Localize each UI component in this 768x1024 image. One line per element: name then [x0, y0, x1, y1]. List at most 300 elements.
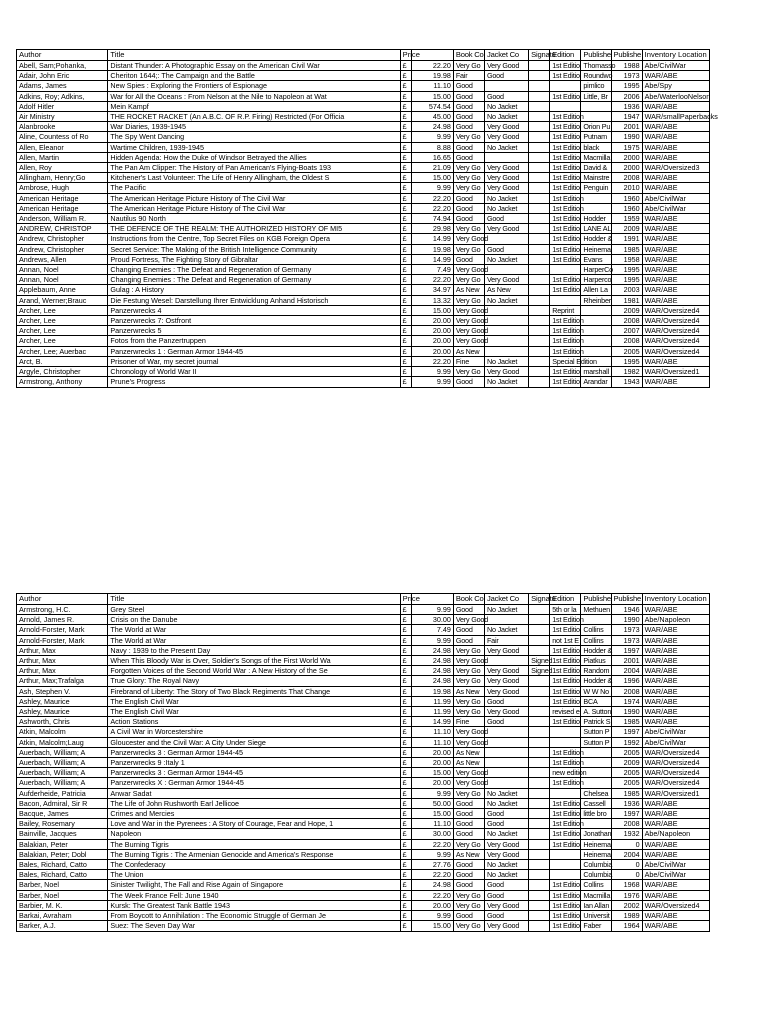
title-cell: Grey Steel: [108, 605, 400, 615]
title-cell: Chronology of World War II: [108, 367, 400, 377]
jacket-condition-cell: No Jacket: [484, 798, 528, 808]
jacket-condition-cell: Very Good: [484, 849, 528, 859]
table-row: [17, 265, 710, 275]
jacket-condition-cell: Good: [484, 91, 528, 101]
jacket-condition-cell: Good: [484, 819, 528, 829]
jacket-condition-cell: Fair: [484, 635, 528, 645]
signature-cell: [529, 911, 550, 921]
author-cell: Auerbach, William; A: [17, 758, 108, 768]
author-cell: Arthur, Max;Trafalga: [17, 676, 108, 686]
table-row: [17, 605, 710, 615]
table-row: [17, 747, 710, 757]
author-cell: Balakian, Peter: [17, 839, 108, 849]
currency-cell: £: [400, 71, 411, 81]
table-row: [17, 809, 710, 819]
publisher-cell: A. Sutton: [581, 707, 611, 717]
edition-cell: 1st Editio: [550, 880, 581, 890]
book-condition-cell: Good: [453, 112, 484, 122]
currency-cell: £: [400, 860, 411, 870]
currency-cell: £: [400, 132, 411, 142]
author-cell: Arnold-Forster, Mark: [17, 635, 108, 645]
signature-cell: [529, 132, 550, 142]
title-cell: Firebrand of Liberty: The Story of Two Black Regiments That Change: [108, 686, 400, 696]
book-condition-cell: Very Go: [453, 132, 484, 142]
signature-cell: [529, 870, 550, 880]
table-row: [17, 819, 710, 829]
publish-year-cell: 2007: [611, 326, 642, 336]
publisher-cell: Chelsea: [581, 788, 611, 798]
table-row: [17, 295, 710, 305]
title-cell: Nautilus 90 North: [108, 214, 400, 224]
signature-cell: [529, 880, 550, 890]
edition-cell: 1st Editio: [550, 645, 581, 655]
edition-cell: 1st Edition: [550, 346, 581, 356]
column-header: Title: [108, 50, 400, 61]
currency-cell: £: [400, 819, 411, 829]
jacket-condition-cell: [484, 265, 528, 275]
price-cell: 9.99: [411, 132, 453, 142]
publisher-cell: Random: [581, 666, 611, 676]
signature-cell: [529, 890, 550, 900]
currency-cell: £: [400, 326, 411, 336]
edition-cell: 1st Edition: [550, 336, 581, 346]
signature-cell: [529, 860, 550, 870]
signature-cell: [529, 788, 550, 798]
book-condition-cell: Good: [453, 635, 484, 645]
publish-year-cell: 1990: [611, 132, 642, 142]
edition-cell: 1st Editio: [550, 244, 581, 254]
jacket-condition-cell: No Jacket: [484, 101, 528, 111]
jacket-condition-cell: No Jacket: [484, 860, 528, 870]
edition-cell: 1st Editio: [550, 61, 581, 71]
book-condition-cell: Very Go: [453, 839, 484, 849]
publisher-cell: Rheinber: [581, 295, 611, 305]
publish-year-cell: 1997: [611, 645, 642, 655]
book-condition-cell: Good: [453, 819, 484, 829]
signature-cell: [529, 829, 550, 839]
publish-year-cell: 1995: [611, 356, 642, 366]
inventory-location-cell: WAR/ABE: [642, 234, 709, 244]
author-cell: Bainville, Jacques: [17, 829, 108, 839]
inventory-location-cell: WAR/ABE: [642, 676, 709, 686]
price-cell: 15.00: [411, 305, 453, 315]
table-row: [17, 346, 710, 356]
inventory-location-cell: WAR/ABE: [642, 254, 709, 264]
signature-cell: [529, 234, 550, 244]
book-condition-cell: Good: [453, 605, 484, 615]
inventory-location-cell: WAR/ABE: [642, 911, 709, 921]
publisher-cell: LANE AL: [581, 224, 611, 234]
column-header: Publishe: [611, 594, 642, 605]
publish-year-cell: 2000: [611, 152, 642, 162]
edition-cell: [550, 265, 581, 275]
publisher-cell: pimlico: [581, 81, 611, 91]
price-cell: 9.99: [411, 849, 453, 859]
table-row: [17, 275, 710, 285]
price-cell: 9.99: [411, 635, 453, 645]
signature-cell: [529, 367, 550, 377]
author-cell: Arthur, Max: [17, 645, 108, 655]
price-cell: 19.98: [411, 71, 453, 81]
table-row: [17, 900, 710, 910]
edition-cell: 1st Editio: [550, 900, 581, 910]
edition-cell: 1st Editio: [550, 666, 581, 676]
publish-year-cell: 2008: [611, 686, 642, 696]
title-cell: True Glory: The Royal Navy: [108, 676, 400, 686]
author-cell: Auerbach, William; A: [17, 768, 108, 778]
currency-cell: £: [400, 707, 411, 717]
author-cell: Annan, Noel: [17, 265, 108, 275]
jacket-condition-cell: Good: [484, 880, 528, 890]
signature-cell: [529, 356, 550, 366]
inventory-location-cell: WAR/Oversized4: [642, 768, 709, 778]
jacket-condition-cell: Good: [484, 717, 528, 727]
edition-cell: 1st Edition: [550, 819, 581, 829]
book-condition-cell: As New: [453, 346, 484, 356]
currency-cell: £: [400, 203, 411, 213]
title-cell: The American Heritage Picture History of The Civil War: [108, 203, 400, 213]
table-row: [17, 163, 710, 173]
title-cell: Cheriton 1644;: The Campaign and the Battle: [108, 71, 400, 81]
title-cell: The Spy Went Dancing: [108, 132, 400, 142]
table-row: [17, 61, 710, 71]
price-cell: 20.00: [411, 778, 453, 788]
publisher-cell: black: [581, 142, 611, 152]
author-cell: ANDREW, CHRISTOP: [17, 224, 108, 234]
publish-year-cell: 1936: [611, 798, 642, 808]
book-condition-cell: Good: [453, 81, 484, 91]
signature-cell: [529, 615, 550, 625]
inventory-location-cell: WAR/ABE: [642, 173, 709, 183]
inventory-location-cell: Abe/CivilWar: [642, 193, 709, 203]
signature-cell: [529, 91, 550, 101]
currency-cell: £: [400, 265, 411, 275]
publish-year-cell: 1982: [611, 367, 642, 377]
jacket-condition-cell: [484, 326, 528, 336]
jacket-condition-cell: No Jacket: [484, 254, 528, 264]
currency-cell: £: [400, 880, 411, 890]
table-row: [17, 625, 710, 635]
edition-cell: 1st Edition: [550, 112, 581, 122]
signature-cell: [529, 203, 550, 213]
publisher-cell: Evans: [581, 254, 611, 264]
book-condition-cell: Good: [453, 809, 484, 819]
jacket-condition-cell: Very Good: [484, 839, 528, 849]
edition-cell: 5th or la: [550, 605, 581, 615]
table-row: [17, 367, 710, 377]
inventory-table: [16, 593, 710, 932]
publisher-cell: [581, 101, 611, 111]
inventory-location-cell: WAR/ABE: [642, 819, 709, 829]
publish-year-cell: 2002: [611, 900, 642, 910]
currency-cell: £: [400, 727, 411, 737]
author-cell: Archer, Lee: [17, 316, 108, 326]
book-condition-cell: Very Go: [453, 275, 484, 285]
title-cell: Secret Service: The Making of the British Intelligence Community: [108, 244, 400, 254]
currency-cell: £: [400, 81, 411, 91]
edition-cell: [550, 727, 581, 737]
edition-cell: 1st Editio: [550, 214, 581, 224]
author-cell: Barker, A.J.: [17, 921, 108, 931]
currency-cell: £: [400, 768, 411, 778]
currency-cell: £: [400, 61, 411, 71]
inventory-location-cell: WAR/ABE: [642, 656, 709, 666]
currency-cell: £: [400, 101, 411, 111]
jacket-condition-cell: Very Good: [484, 367, 528, 377]
publish-year-cell: 1997: [611, 809, 642, 819]
column-header: Edition: [550, 594, 581, 605]
jacket-condition-cell: [484, 758, 528, 768]
table-row: [17, 214, 710, 224]
jacket-condition-cell: No Jacket: [484, 605, 528, 615]
title-cell: Panzerwrecks 5: [108, 326, 400, 336]
table-row: [17, 788, 710, 798]
inventory-location-cell: WAR/ABE: [642, 798, 709, 808]
price-cell: 22.20: [411, 193, 453, 203]
title-cell: Panzerwrecks 7: Ostfront: [108, 316, 400, 326]
signature-cell: Signed: [529, 656, 550, 666]
jacket-condition-cell: Very Good: [484, 173, 528, 183]
column-header: Title: [108, 594, 400, 605]
signature-cell: [529, 295, 550, 305]
edition-cell: 1st Editio: [550, 686, 581, 696]
publish-year-cell: 1995: [611, 275, 642, 285]
table-row: [17, 203, 710, 213]
currency-cell: £: [400, 377, 411, 387]
column-header: Price: [400, 594, 411, 605]
jacket-condition-cell: Very Good: [484, 132, 528, 142]
table-row: [17, 645, 710, 655]
jacket-condition-cell: No Jacket: [484, 295, 528, 305]
inventory-location-cell: Abe/Napoleon: [642, 829, 709, 839]
publish-year-cell: 1985: [611, 717, 642, 727]
jacket-condition-cell: Very Good: [484, 61, 528, 71]
title-cell: War Diaries, 1939-1945: [108, 122, 400, 132]
publish-year-cell: 1997: [611, 727, 642, 737]
table-row: [17, 849, 710, 859]
book-condition-cell: Good: [453, 254, 484, 264]
publisher-cell: Roundwo: [581, 71, 611, 81]
publisher-cell: Hodder &: [581, 234, 611, 244]
publish-year-cell: 1973: [611, 71, 642, 81]
price-cell: 15.00: [411, 173, 453, 183]
book-condition-cell: Good: [453, 911, 484, 921]
author-cell: Bales, Richard, Catto: [17, 870, 108, 880]
inventory-table: [16, 49, 718, 388]
edition-cell: 1st Editio: [550, 921, 581, 931]
price-cell: 22.20: [411, 203, 453, 213]
inventory-location-cell: WAR/ABE: [642, 880, 709, 890]
jacket-condition-cell: Good: [484, 71, 528, 81]
inventory-location-cell: WAR/ABE: [642, 214, 709, 224]
currency-cell: £: [400, 275, 411, 285]
book-condition-cell: As New: [453, 686, 484, 696]
signature-cell: [529, 819, 550, 829]
table-row: [17, 615, 710, 625]
currency-cell: £: [400, 91, 411, 101]
jacket-condition-cell: No Jacket: [484, 203, 528, 213]
jacket-condition-cell: No Jacket: [484, 193, 528, 203]
edition-cell: [550, 81, 581, 91]
price-cell: 11.99: [411, 696, 453, 706]
title-cell: Panzerwrecks 9 :Italy 1: [108, 758, 400, 768]
edition-cell: 1st Editio: [550, 152, 581, 162]
edition-cell: revised e: [550, 707, 581, 717]
publisher-cell: Collins: [581, 625, 611, 635]
title-cell: THE ROCKET RACKET (An A.B.C. OF R.P. Firing) Restricted (For Officia: [108, 112, 400, 122]
price-cell: 14.99: [411, 254, 453, 264]
edition-cell: 1st Editio: [550, 839, 581, 849]
author-cell: Andrew, Christopher: [17, 244, 108, 254]
price-cell: 20.00: [411, 336, 453, 346]
currency-cell: £: [400, 367, 411, 377]
inventory-location-cell: WAR/ABE: [642, 356, 709, 366]
publish-year-cell: 1990: [611, 615, 642, 625]
currency-cell: £: [400, 356, 411, 366]
author-cell: American Heritage: [17, 193, 108, 203]
book-condition-cell: Good: [453, 880, 484, 890]
author-cell: Ash, Stephen V.: [17, 686, 108, 696]
publisher-cell: Arandar: [581, 377, 611, 387]
publisher-cell: [581, 112, 611, 122]
price-cell: 19.98: [411, 686, 453, 696]
jacket-condition-cell: [484, 305, 528, 315]
table-row: [17, 798, 710, 808]
book-condition-cell: Good: [453, 625, 484, 635]
book-condition-cell: Very Good: [453, 265, 484, 275]
title-cell: The English Civil War: [108, 707, 400, 717]
table-row: [17, 285, 710, 295]
table-row: [17, 911, 710, 921]
publisher-cell: BCA: [581, 696, 611, 706]
currency-cell: £: [400, 758, 411, 768]
book-condition-cell: Very Go: [453, 244, 484, 254]
title-cell: War for All the Oceans : From Nelson at the Nile to Napoleon at Wat: [108, 91, 400, 101]
publisher-cell: Faber: [581, 921, 611, 931]
title-cell: Kitchener's Last Volunteer: The Life of Henry Allingham, the Oldest S: [108, 173, 400, 183]
publisher-cell: Penguin: [581, 183, 611, 193]
title-cell: Wartime Children, 1939-1945: [108, 142, 400, 152]
signature-cell: [529, 717, 550, 727]
book-condition-cell: Good: [453, 829, 484, 839]
price-cell: 27.76: [411, 860, 453, 870]
edition-cell: 1st Edition: [550, 747, 581, 757]
column-header: Publishe: [581, 50, 611, 61]
column-header: Price: [400, 50, 411, 61]
jacket-condition-cell: Very Good: [484, 686, 528, 696]
currency-cell: £: [400, 122, 411, 132]
title-cell: Crisis on the Danube: [108, 615, 400, 625]
currency-cell: £: [400, 112, 411, 122]
table-row: [17, 183, 710, 193]
currency-cell: £: [400, 635, 411, 645]
currency-cell: £: [400, 625, 411, 635]
signature-cell: [529, 839, 550, 849]
currency-cell: £: [400, 254, 411, 264]
author-cell: Ambrose, Hugh: [17, 183, 108, 193]
author-cell: Aline, Countess of Ro: [17, 132, 108, 142]
inventory-location-cell: WAR/ABE: [642, 645, 709, 655]
edition-cell: 1st Editio: [550, 625, 581, 635]
publisher-cell: W W No: [581, 686, 611, 696]
inventory-location-cell: WAR/Oversized1: [642, 788, 709, 798]
publish-year-cell: 1958: [611, 254, 642, 264]
jacket-condition-cell: No Jacket: [484, 112, 528, 122]
author-cell: Ashley, Maurice: [17, 696, 108, 706]
currency-cell: £: [400, 214, 411, 224]
author-cell: Arthur, Max: [17, 656, 108, 666]
inventory-location-cell: WAR/ABE: [642, 839, 709, 849]
publish-year-cell: 1960: [611, 193, 642, 203]
signature-cell: [529, 336, 550, 346]
jacket-condition-cell: Good: [484, 890, 528, 900]
table-row: [17, 839, 710, 849]
author-cell: Bacon, Admiral, Sir R: [17, 798, 108, 808]
jacket-condition-cell: [484, 336, 528, 346]
inventory-location-cell: WAR/Oversized4: [642, 778, 709, 788]
signature-cell: [529, 285, 550, 295]
signature-cell: [529, 778, 550, 788]
publisher-cell: Allen La: [581, 285, 611, 295]
signature-cell: [529, 809, 550, 819]
currency-cell: £: [400, 173, 411, 183]
author-cell: Allen, Martin: [17, 152, 108, 162]
book-condition-cell: As New: [453, 849, 484, 859]
table-row: [17, 173, 710, 183]
table-row: [17, 880, 710, 890]
edition-cell: not 1st E: [550, 635, 581, 645]
price-cell: 11.10: [411, 737, 453, 747]
author-cell: Allen, Roy: [17, 163, 108, 173]
publish-year-cell: 1975: [611, 142, 642, 152]
table-row: [17, 686, 710, 696]
publisher-cell: Heinema: [581, 244, 611, 254]
publish-year-cell: 2009: [611, 758, 642, 768]
edition-cell: [550, 737, 581, 747]
jacket-condition-cell: Very Good: [484, 275, 528, 285]
publisher-cell: Columbia: [581, 860, 611, 870]
book-condition-cell: Very Good: [453, 778, 484, 788]
jacket-condition-cell: No Jacket: [484, 625, 528, 635]
inventory-location-cell: Abe/Napoleon: [642, 615, 709, 625]
title-cell: Gulag : A History: [108, 285, 400, 295]
title-cell: Napoleon: [108, 829, 400, 839]
signature-cell: [529, 696, 550, 706]
edition-cell: 1st Editio: [550, 254, 581, 264]
price-cell: 24.98: [411, 676, 453, 686]
publish-year-cell: 2005: [611, 768, 642, 778]
publish-year-cell: 1974: [611, 696, 642, 706]
author-cell: Arct, B.: [17, 356, 108, 366]
edition-cell: 1st Editio: [550, 367, 581, 377]
publisher-cell: Harperco: [581, 275, 611, 285]
signature-cell: [529, 900, 550, 910]
inventory-location-cell: WAR/ABE: [642, 605, 709, 615]
publish-year-cell: 2008: [611, 316, 642, 326]
inventory-location-cell: WAR/Oversized3: [642, 163, 709, 173]
publisher-cell: Columbia: [581, 870, 611, 880]
title-cell: Sinister Twilight, The Fall and Rise Again of Singapore: [108, 880, 400, 890]
column-header: Inventory Location: [642, 50, 709, 61]
signature-cell: [529, 326, 550, 336]
book-condition-cell: As New: [453, 285, 484, 295]
table-row: [17, 336, 710, 346]
signature-cell: [529, 214, 550, 224]
currency-cell: £: [400, 615, 411, 625]
currency-cell: £: [400, 234, 411, 244]
author-cell: Applebaum, Anne: [17, 285, 108, 295]
title-cell: Love and War in the Pyrenees : A Story of Courage, Fear and Hope, 1: [108, 819, 400, 829]
